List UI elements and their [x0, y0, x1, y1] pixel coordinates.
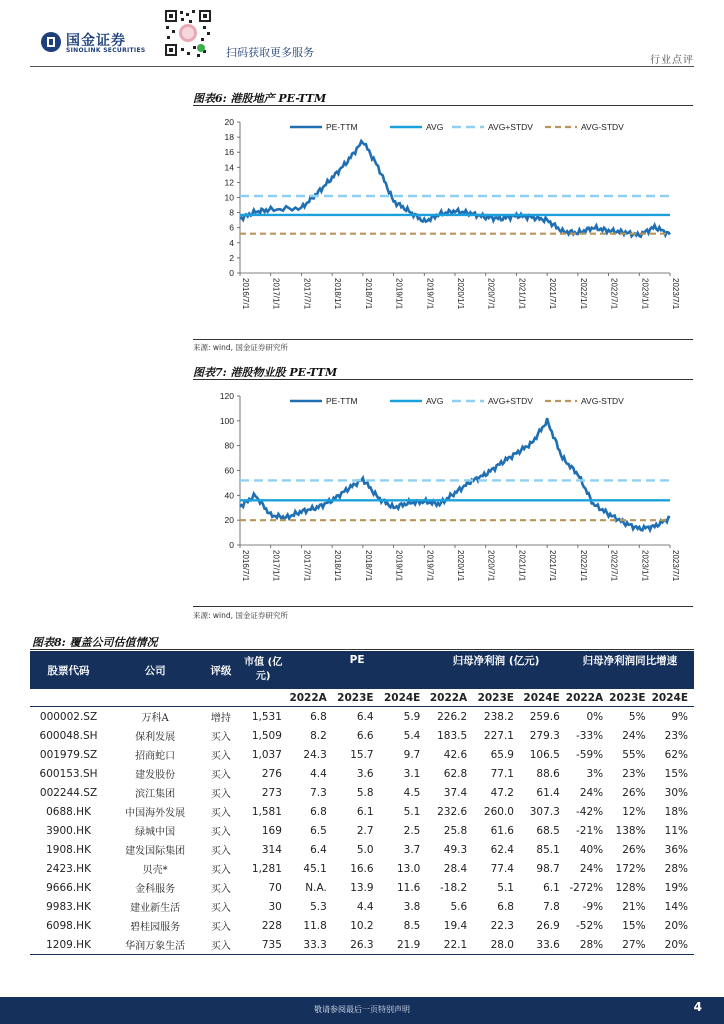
legend-label: AVG	[426, 122, 444, 132]
profit-value: 5.6	[450, 900, 468, 913]
growth-value: 24%	[579, 862, 604, 875]
pe-value: 5.8	[356, 786, 374, 799]
y-tick-label: 18	[224, 132, 234, 143]
rating: 增持	[210, 713, 231, 724]
growth-value: 15%	[622, 919, 646, 932]
profit-value: 28.0	[473, 935, 520, 955]
x-tick-label: 2021/1/1	[517, 278, 527, 310]
figure6-source: 来源: wind, 国金证券研究所	[193, 343, 288, 352]
y-tick-label: 4	[229, 237, 234, 248]
table-row	[30, 783, 694, 802]
pe-value: 11.8	[303, 919, 327, 932]
table-row	[30, 859, 694, 878]
x-tick-label: 2017/1/1	[271, 278, 281, 310]
x-tick-label: 2019/1/1	[394, 278, 404, 310]
company-name: 滨江集团	[135, 789, 176, 800]
pe-value: 16.6	[350, 862, 374, 875]
growth-value: 27%	[609, 935, 651, 955]
profit-value: 307.3	[529, 805, 560, 818]
company-name: 华润万象生活	[107, 935, 203, 955]
growth-value: 28%	[566, 935, 609, 955]
profit-value: 37.4	[443, 786, 468, 799]
profit-value: 88.6	[536, 767, 560, 780]
pe-value: 4.4	[310, 767, 327, 780]
y-tick-label: 14	[224, 162, 234, 173]
year-label: 2023E	[473, 689, 520, 707]
growth-value: 18%	[664, 805, 688, 818]
profit-value: 47.2	[490, 786, 514, 799]
pe-value: 15.7	[350, 748, 374, 761]
pe-value: 6.4	[356, 710, 374, 723]
pe-value: 4.4	[356, 900, 374, 913]
pe-value: 21.9	[380, 935, 427, 955]
col-header-profit: 归母净利润 (亿元)	[426, 651, 565, 669]
market-cap: 276	[261, 767, 282, 780]
pe-value: N.A.	[305, 881, 327, 894]
col-header-rating: 评级	[203, 651, 238, 689]
section-tag: 行业点评	[650, 55, 694, 66]
table-row	[30, 916, 694, 935]
pe-value: 11.6	[396, 881, 421, 894]
growth-value: 138%	[615, 824, 646, 837]
y-tick-label: 20	[224, 117, 234, 127]
year-label: 2023E	[609, 689, 651, 707]
figure7-title: 图表7: 港股物业股 PE-TTM	[193, 366, 338, 379]
growth-value: 30%	[664, 786, 688, 799]
figure6-title: 图表6: 港股地产 PE-TTM	[193, 92, 327, 105]
profit-value: 183.5	[437, 729, 468, 742]
pe-value: 6.5	[310, 824, 327, 837]
growth-value: 9%	[671, 710, 688, 723]
year-label: 2024E	[520, 689, 566, 707]
table-row	[30, 840, 694, 859]
col-header-pe: PE	[288, 651, 426, 669]
table-row	[30, 897, 694, 916]
rating: 买入	[210, 789, 231, 800]
profit-value: 85.1	[536, 843, 560, 856]
pe-value: 13.9	[350, 881, 374, 894]
year-label: 2024E	[380, 689, 427, 707]
market-cap: 30	[268, 900, 282, 913]
growth-value: -21%	[576, 824, 604, 837]
y-tick-label: 20	[224, 515, 234, 526]
company-name: 建业新生活	[130, 903, 181, 914]
stock-code: 0688.HK	[46, 805, 91, 818]
x-tick-label: 2020/7/1	[486, 550, 496, 582]
growth-value: 40%	[579, 843, 604, 856]
profit-value: 106.5	[529, 748, 560, 761]
x-tick-label: 2019/7/1	[425, 278, 435, 310]
pe-value: 33.3	[288, 935, 333, 955]
profit-value: 6.1	[543, 881, 560, 894]
pe-value: 5.4	[403, 729, 421, 742]
pe-value: 6.1	[356, 805, 374, 818]
x-tick-label: 2018/1/1	[333, 278, 343, 310]
stock-code: 1908.HK	[46, 843, 91, 856]
growth-value: 24%	[622, 729, 646, 742]
series-line-pe-ttm	[240, 418, 670, 530]
growth-value: 28%	[664, 862, 688, 875]
stock-code: 600048.SH	[39, 729, 98, 742]
x-tick-label: 2016/7/1	[241, 550, 250, 582]
growth-value: 55%	[622, 748, 646, 761]
y-tick-label: 100	[219, 415, 234, 426]
growth-value: 20%	[664, 919, 688, 932]
y-tick-label: 0	[229, 268, 234, 278]
figure6-bottom-rule	[193, 339, 693, 340]
stock-code: 1209.HK	[30, 935, 107, 955]
legend-label: AVG+STDV	[488, 396, 533, 406]
pe-value: 2.5	[403, 824, 421, 837]
growth-value: -9%	[582, 900, 604, 913]
market-cap: 273	[261, 786, 282, 799]
pe-value: 2.7	[356, 824, 374, 837]
y-tick-label: 8	[229, 207, 234, 218]
rating: 买入	[210, 751, 231, 762]
year-label: 2022A	[426, 689, 473, 707]
figure7-bottom-rule	[193, 606, 693, 607]
y-tick-label: 60	[224, 465, 234, 476]
table8-title-rule	[30, 649, 694, 650]
qr-code-icon[interactable]	[163, 8, 213, 58]
company-logo-icon	[40, 31, 62, 53]
growth-value: -52%	[576, 919, 604, 932]
x-tick-label: 2018/1/1	[333, 550, 343, 582]
rating: 买入	[210, 770, 231, 781]
valuation-table	[30, 651, 694, 955]
company-name: 保利发展	[135, 732, 176, 743]
profit-value: 22.1	[426, 935, 473, 955]
pe-value: 3.1	[403, 767, 421, 780]
profit-value: 26.9	[536, 919, 560, 932]
pe-value: 45.1	[303, 862, 327, 875]
pe-value: 26.3	[333, 935, 380, 955]
x-tick-label: 2018/7/1	[363, 278, 373, 310]
footer-disclaimer: 敬请参阅最后一页特别声明	[314, 1005, 410, 1014]
market-cap: 1,281	[251, 862, 282, 875]
rating: 买入	[210, 732, 231, 743]
table-row	[30, 878, 694, 897]
figure7-title-rule	[193, 379, 693, 380]
legend-label: AVG-STDV	[581, 396, 624, 406]
year-label: 2023E	[333, 689, 380, 707]
pe-value: 6.6	[356, 729, 374, 742]
profit-value: 77.1	[490, 767, 514, 780]
pe-value: 3.7	[403, 843, 421, 856]
x-tick-label: 2017/1/1	[271, 550, 281, 582]
col-header-mktcap: 市值 (亿元)	[239, 651, 288, 689]
x-tick-label: 2019/1/1	[394, 550, 404, 582]
y-tick-label: 120	[219, 391, 234, 401]
growth-value: 23%	[622, 767, 646, 780]
company-name: 碧桂园服务	[130, 922, 181, 933]
pe-value: 13.0	[396, 862, 421, 875]
year-label: 2022A	[288, 689, 333, 707]
y-tick-label: 12	[224, 177, 234, 188]
profit-value: 28.4	[443, 862, 468, 875]
y-tick-label: 6	[229, 222, 234, 233]
pe-value: 3.6	[356, 767, 374, 780]
rating: 买入	[210, 865, 231, 876]
year-label: 2024E	[652, 689, 694, 707]
x-tick-label: 2022/1/1	[578, 550, 588, 582]
pe-value: 4.5	[403, 786, 421, 799]
growth-value: -272%	[569, 881, 604, 894]
profit-value: 7.8	[543, 900, 560, 913]
x-tick-label: 2023/7/1	[671, 278, 680, 310]
legend-label: AVG	[426, 396, 444, 406]
market-cap: 1,531	[251, 710, 282, 723]
profit-value: 25.8	[443, 824, 468, 837]
legend-label: AVG-STDV	[581, 122, 624, 132]
figure7-source: 来源: wind, 国金证券研究所	[193, 611, 288, 620]
legend-label: AVG+STDV	[488, 122, 533, 132]
growth-value: 26%	[622, 843, 646, 856]
hk-property-mgmt-pe-chart	[190, 384, 700, 604]
profit-value: 259.6	[529, 710, 560, 723]
growth-value: 26%	[622, 786, 646, 799]
x-tick-label: 2021/7/1	[548, 278, 558, 310]
table-header-row	[30, 651, 694, 669]
company-name: 建发国际集团	[125, 846, 186, 857]
growth-value: -42%	[576, 805, 604, 818]
growth-value: 14%	[664, 900, 688, 913]
rating: 买入	[203, 935, 238, 955]
table8-title: 图表8: 覆盖公司估值情况	[32, 636, 158, 649]
pe-value: 7.3	[310, 786, 327, 799]
x-tick-label: 2022/7/1	[609, 278, 619, 310]
rating: 买入	[210, 808, 231, 819]
y-tick-label: 10	[224, 192, 234, 203]
profit-value: 22.3	[490, 919, 514, 932]
x-tick-label: 2020/1/1	[456, 278, 465, 310]
col-header-growth: 归母净利润同比增速	[566, 651, 694, 669]
market-cap: 314	[261, 843, 282, 856]
y-tick-label: 16	[224, 147, 234, 158]
growth-value: 21%	[622, 900, 646, 913]
growth-value: 3%	[586, 767, 604, 780]
page-number: 4	[693, 1000, 702, 1014]
rating: 买入	[210, 884, 231, 895]
pe-value: 6.8	[310, 710, 327, 723]
growth-value: 24%	[579, 786, 604, 799]
x-tick-label: 2019/7/1	[425, 550, 435, 582]
pe-value: 10.2	[350, 919, 374, 932]
x-tick-label: 2018/7/1	[363, 550, 373, 582]
rating: 买入	[210, 846, 231, 857]
pe-value: 3.8	[403, 900, 421, 913]
stock-code: 001979.SZ	[39, 748, 98, 761]
market-cap: 735	[239, 935, 288, 955]
stock-code: 3900.HK	[46, 824, 91, 837]
header-divider	[30, 66, 694, 67]
profit-value: 68.5	[536, 824, 560, 837]
market-cap: 70	[268, 881, 282, 894]
x-tick-label: 2016/7/1	[241, 278, 250, 310]
stock-code: 6098.HK	[46, 919, 91, 932]
pe-value: 5.0	[356, 843, 374, 856]
profit-value: 65.9	[490, 748, 514, 761]
col-header-company: 公司	[107, 651, 203, 689]
growth-value: 36%	[664, 843, 688, 856]
stock-code: 9666.HK	[46, 881, 91, 894]
x-tick-label: 2022/1/1	[578, 278, 588, 310]
year-header-row	[30, 689, 694, 707]
profit-value: 61.4	[536, 786, 560, 799]
profit-value: 33.6	[520, 935, 566, 955]
scan-qr-caption: 扫码获取更多服务	[226, 46, 314, 59]
company-name: 金科服务	[135, 884, 176, 895]
profit-value: 5.1	[497, 881, 514, 894]
table-row	[30, 745, 694, 764]
profit-value: 279.3	[529, 729, 560, 742]
x-tick-label: 2017/7/1	[302, 550, 312, 582]
x-tick-label: 2021/7/1	[548, 550, 558, 582]
year-label: 2022A	[566, 689, 609, 707]
profit-value: 227.1	[483, 729, 514, 742]
rating: 买入	[210, 827, 231, 838]
growth-value: 23%	[664, 729, 688, 742]
growth-value: -59%	[576, 748, 604, 761]
pe-value: 6.4	[310, 843, 327, 856]
stock-code: 600153.SH	[39, 767, 98, 780]
table-row	[30, 764, 694, 783]
profit-value: 62.4	[490, 843, 514, 856]
table-row	[30, 935, 694, 955]
y-tick-label: 40	[224, 490, 234, 501]
profit-value: -18.2	[440, 881, 468, 894]
figure6-title-rule	[193, 105, 693, 106]
company-name: 中国海外发展	[125, 808, 186, 819]
company-name: 招商蛇口	[135, 751, 176, 762]
pe-value: 5.3	[310, 900, 327, 913]
col-header-code: 股票代码	[30, 651, 107, 689]
growth-value: -33%	[576, 729, 604, 742]
profit-value: 77.4	[490, 862, 514, 875]
table-row	[30, 707, 694, 727]
growth-value: 19%	[664, 881, 688, 894]
growth-value: 128%	[615, 881, 646, 894]
x-tick-label: 2022/7/1	[609, 550, 619, 582]
x-tick-label: 2023/1/1	[640, 550, 650, 582]
market-cap: 228	[261, 919, 282, 932]
profit-value: 42.6	[443, 748, 468, 761]
x-tick-label: 2020/7/1	[486, 278, 496, 310]
table-row	[30, 726, 694, 745]
profit-value: 98.7	[536, 862, 560, 875]
x-tick-label: 2017/7/1	[302, 278, 312, 310]
pe-value: 9.7	[403, 748, 421, 761]
market-cap: 1,037	[251, 748, 282, 761]
stock-code: 002244.SZ	[39, 786, 98, 799]
table-row	[30, 802, 694, 821]
profit-value: 61.6	[490, 824, 514, 837]
pe-value: 8.5	[403, 919, 421, 932]
market-cap: 1,581	[251, 805, 282, 818]
growth-value: 172%	[615, 862, 646, 875]
x-tick-label: 2023/1/1	[640, 278, 650, 310]
company-name: 万科A	[141, 713, 169, 724]
pe-value: 6.8	[310, 805, 327, 818]
x-tick-label: 2023/7/1	[671, 550, 680, 582]
growth-value: 62%	[664, 748, 688, 761]
profit-value: 49.3	[443, 843, 468, 856]
growth-value: 11%	[664, 824, 688, 837]
y-tick-label: 2	[229, 252, 234, 263]
company-name: 建发股份	[135, 770, 176, 781]
growth-value: 20%	[652, 935, 694, 955]
profit-value: 238.2	[483, 710, 514, 723]
profit-value: 62.8	[443, 767, 468, 780]
pe-value: 8.2	[310, 729, 327, 742]
table-row	[30, 821, 694, 840]
pe-value: 5.9	[403, 710, 421, 723]
logo-text-cn: 国金证券	[66, 33, 126, 49]
pe-value: 5.1	[403, 805, 421, 818]
growth-value: 5%	[628, 710, 646, 723]
company-name: 绿城中国	[135, 827, 176, 838]
profit-value: 226.2	[437, 710, 468, 723]
hk-property-pe-chart	[190, 110, 700, 340]
y-tick-label: 80	[224, 440, 234, 451]
market-cap: 1,509	[251, 729, 282, 742]
rating: 买入	[210, 903, 231, 914]
stock-code: 9983.HK	[46, 900, 91, 913]
growth-value: 0%	[586, 710, 604, 723]
profit-value: 232.6	[437, 805, 468, 818]
x-tick-label: 2021/1/1	[517, 550, 527, 582]
logo-text-en: SINOLINK SECURITIES	[66, 47, 146, 54]
rating: 买入	[210, 922, 231, 933]
legend-label: PE-TTM	[326, 396, 358, 406]
growth-value: 12%	[622, 805, 646, 818]
market-cap: 169	[261, 824, 282, 837]
stock-code: 2423.HK	[46, 862, 91, 875]
profit-value: 260.0	[483, 805, 514, 818]
legend-label: PE-TTM	[326, 122, 358, 132]
series-line-pe-ttm	[240, 141, 670, 237]
profit-value: 6.8	[497, 900, 514, 913]
growth-value: 15%	[664, 767, 688, 780]
stock-code: 000002.SZ	[39, 710, 98, 723]
pe-value: 24.3	[303, 748, 327, 761]
company-name: 贝壳*	[142, 865, 168, 876]
y-tick-label: 0	[229, 540, 234, 550]
x-tick-label: 2020/1/1	[456, 550, 465, 582]
profit-value: 19.4	[443, 919, 468, 932]
